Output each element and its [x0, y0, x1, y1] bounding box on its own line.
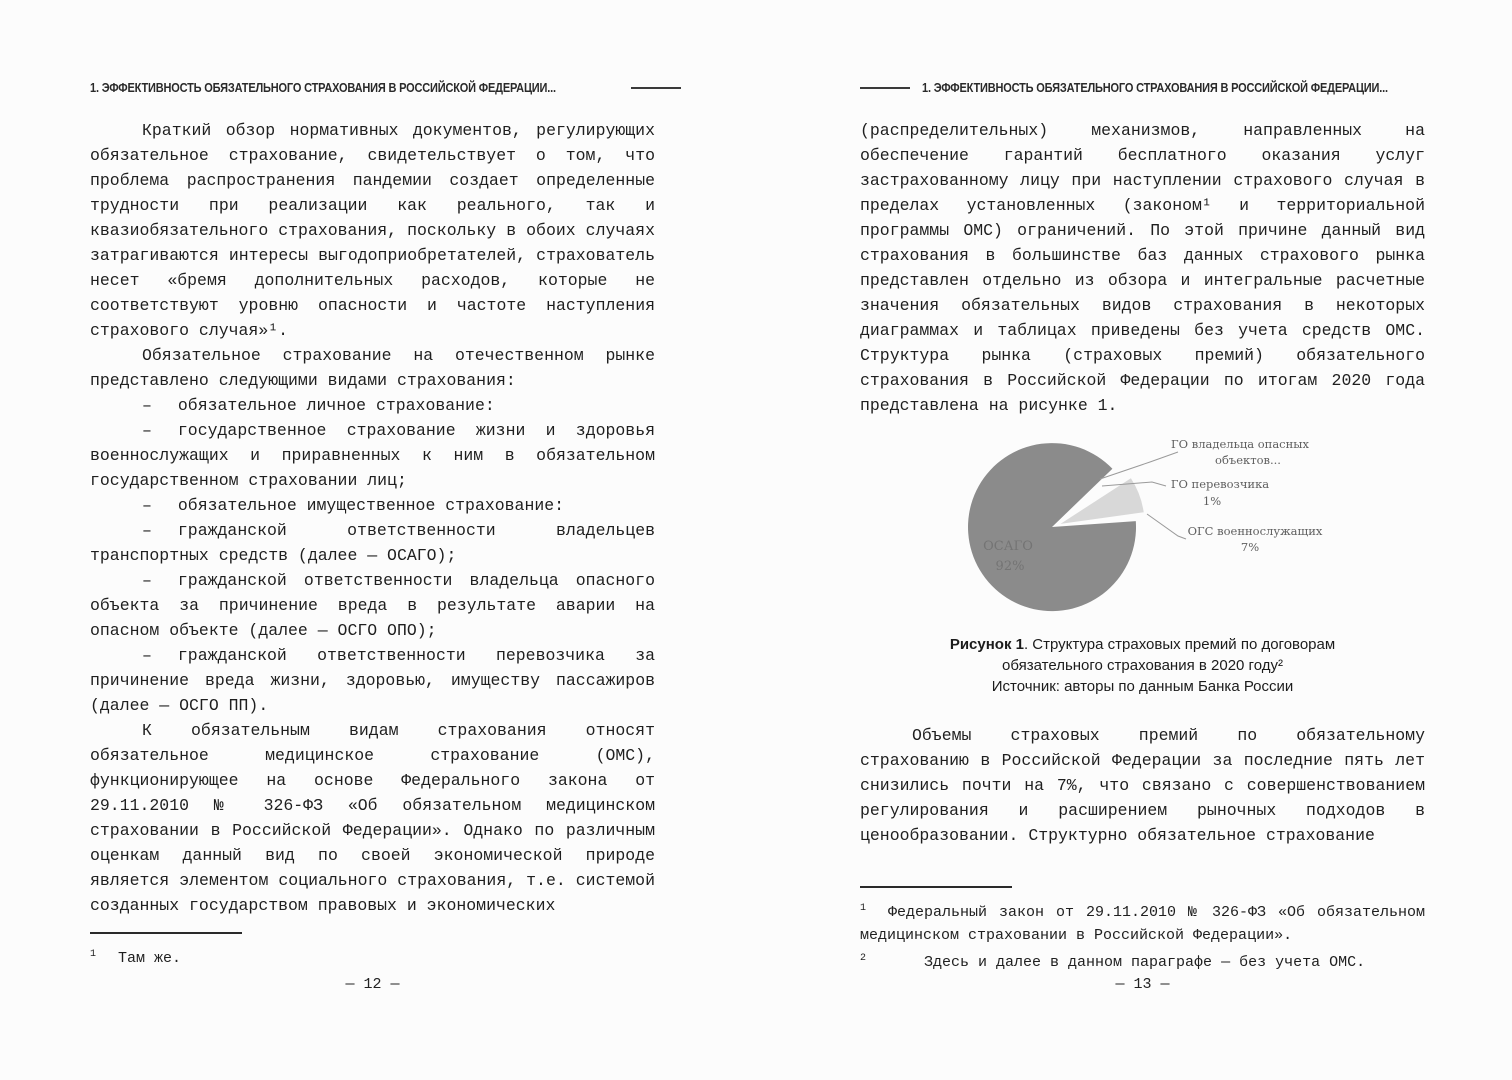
page-left	[90, 80, 655, 1065]
list-item	[90, 493, 655, 518]
paragraph: Краткий обзор нормативных документов, регулирующих обязательное страхование, свидетельствует о том, что проблема распространения пандемии создает определенные трудности при реализации как реального, так и квазиобязательного страхования, поскольку в обоих случаях затрагиваются интересы выгодоприобретателей, страхователь несет «бремя дополнительных расходов, которые не соответствуют уровню опасности и частоте наступления страхового случая»¹.	[90, 121, 655, 340]
dash-marker: –	[142, 496, 152, 515]
paragraph: (распределительных) механизмов, направленных на обеспечение гарантий бесплатного оказания услуг застрахованному лицу при наступлении страхового случая в пределах установленных (законом¹ и территориальной программы ОМС) ограничений. По этой причине данный вид страхования в большинстве баз данных страхового рынка представлен отдельно из обзора и интегральные расчетные значения обязательных видов страхования в некоторых диаграммах и таблицах приведены без учета средств ОМС. Структура рынка (страховых премий) обязательного страхования в Российской Федерации по итогам 2020 года представлена на рисунке 1.	[860, 121, 1425, 415]
dash-marker: –	[142, 421, 152, 440]
body-text-right	[860, 118, 1425, 848]
pie-label-military-line2: 7%	[1240, 540, 1260, 554]
paragraph: К обязательным видам страхования относят обязательное медицинское страхование (ОМС), функционирующее на основе Федерального закона от 29.11.2010 № 326-ФЗ «Об обязательном медицинском страховании в Российской Федерации». Однако по различным оценкам данный вид по своей экономической природе является элементом социального страхования, т.е. системой созданных государством правовых и экономических	[90, 721, 655, 915]
header-rule	[860, 87, 910, 89]
footnote-rule	[860, 886, 1012, 888]
footnote	[860, 897, 1425, 947]
figure-caption-text: . Структура страховых премий по договорам обязательного страхования в 2020 году²	[1002, 636, 1336, 674]
footnote-area-right	[860, 886, 1425, 974]
dash-marker: –	[142, 571, 152, 590]
footnote-area-left	[90, 932, 655, 970]
pie-label-carrier-line1: ГО перевозчика	[1170, 477, 1270, 491]
list-item	[90, 418, 655, 493]
figure-caption-title	[908, 634, 1378, 676]
paragraph: Обязательное страхование на отечественном рынке представлено следующими видами страхования:	[90, 346, 655, 390]
footnote	[860, 947, 1425, 974]
pie-inner-label-line2: 92%	[995, 559, 1025, 574]
list-item-text: гражданской ответственности перевозчика за причинение вреда жизни, здоровью, имуществу пассажиров (далее — ОСГО ПП).	[90, 646, 655, 715]
pie-label-dangerous-objects-line1: ГО владельца опасных	[1171, 437, 1309, 451]
chapter-title: 1. ЭФФЕКТИВНОСТЬ ОБЯЗАТЕЛЬНОГО СТРАХОВАНИЯ В РОССИЙСКОЙ ФЕДЕРАЦИИ...	[922, 81, 1388, 95]
pie-label-carrier-line2: 1%	[1202, 494, 1222, 508]
page-number-left: — 12 —	[345, 976, 400, 993]
leader-line-1	[1100, 452, 1178, 479]
pie-slice-osago	[968, 443, 1136, 611]
figure-caption	[860, 634, 1425, 697]
pie-inner-label-line1: ОСАГО	[983, 539, 1033, 554]
footnote-marker: 2	[860, 953, 867, 964]
footnote	[90, 943, 655, 970]
figure-caption-source: Источник: авторы по данным Банка России	[991, 678, 1294, 695]
list-item	[90, 643, 655, 718]
list-item-text: обязательное личное страхование:	[177, 396, 495, 415]
pie-label-dangerous-objects-line2: объектов...	[1215, 453, 1281, 467]
footnote-text: Там же.	[118, 950, 182, 967]
footnote-text: Федеральный закон от 29.11.2010 № 326-ФЗ «Об обязательном медицинском страховании в Российской Федерации».	[860, 904, 1425, 944]
footnote-rule	[90, 932, 242, 934]
running-header-right	[860, 80, 1425, 96]
list-item	[90, 568, 655, 643]
page-number-right: — 13 —	[1115, 976, 1170, 993]
dash-marker: –	[142, 646, 152, 665]
header-rule	[631, 87, 681, 89]
list-item-text: гражданской ответственности владельцев транспортных средств (далее — ОСАГО);	[90, 521, 655, 565]
leader-line-3	[1147, 514, 1186, 539]
footnote-marker: 1	[860, 903, 867, 914]
list-item	[90, 518, 655, 568]
dash-marker: –	[142, 396, 152, 415]
list-item-text: гражданской ответственности владельца опасного объекта за причинение вреда в результате аварии на опасном объекте (далее — ОСГО ОПО);	[90, 571, 655, 640]
footnote-text: Здесь и далее в данном параграфе — без учета ОМС.	[924, 954, 1366, 971]
paragraph: Объемы страховых премий по обязательному страхованию в Российской Федерации за последние пять лет снизились почти на 7%, что связано с совершенствованием регулирования и расширением рыночных подходов в ценообразовании. Структурно обязательное страхование	[860, 726, 1425, 845]
page-right	[860, 80, 1425, 1065]
list-item-text: обязательное имущественное страхование:	[177, 496, 565, 515]
pie-label-military-line1: ОГС военнослужащих	[1187, 524, 1323, 538]
pie-chart	[860, 424, 1425, 624]
figure-1	[860, 424, 1425, 697]
dash-marker: –	[142, 521, 152, 540]
list-item	[90, 393, 655, 418]
footnote-marker: 1	[90, 949, 97, 960]
body-text-left	[90, 118, 655, 918]
figure-caption-number: Рисунок 1	[949, 636, 1024, 653]
chapter-title: 1. ЭФФЕКТИВНОСТЬ ОБЯЗАТЕЛЬНОГО СТРАХОВАНИЯ В РОССИЙСКОЙ ФЕДЕРАЦИИ...	[90, 81, 556, 95]
list-item-text: государственное страхование жизни и здоровья военнослужащих и приравненных к ним в обязательном государственном страховании лиц;	[90, 421, 655, 490]
running-header-left	[90, 80, 655, 96]
